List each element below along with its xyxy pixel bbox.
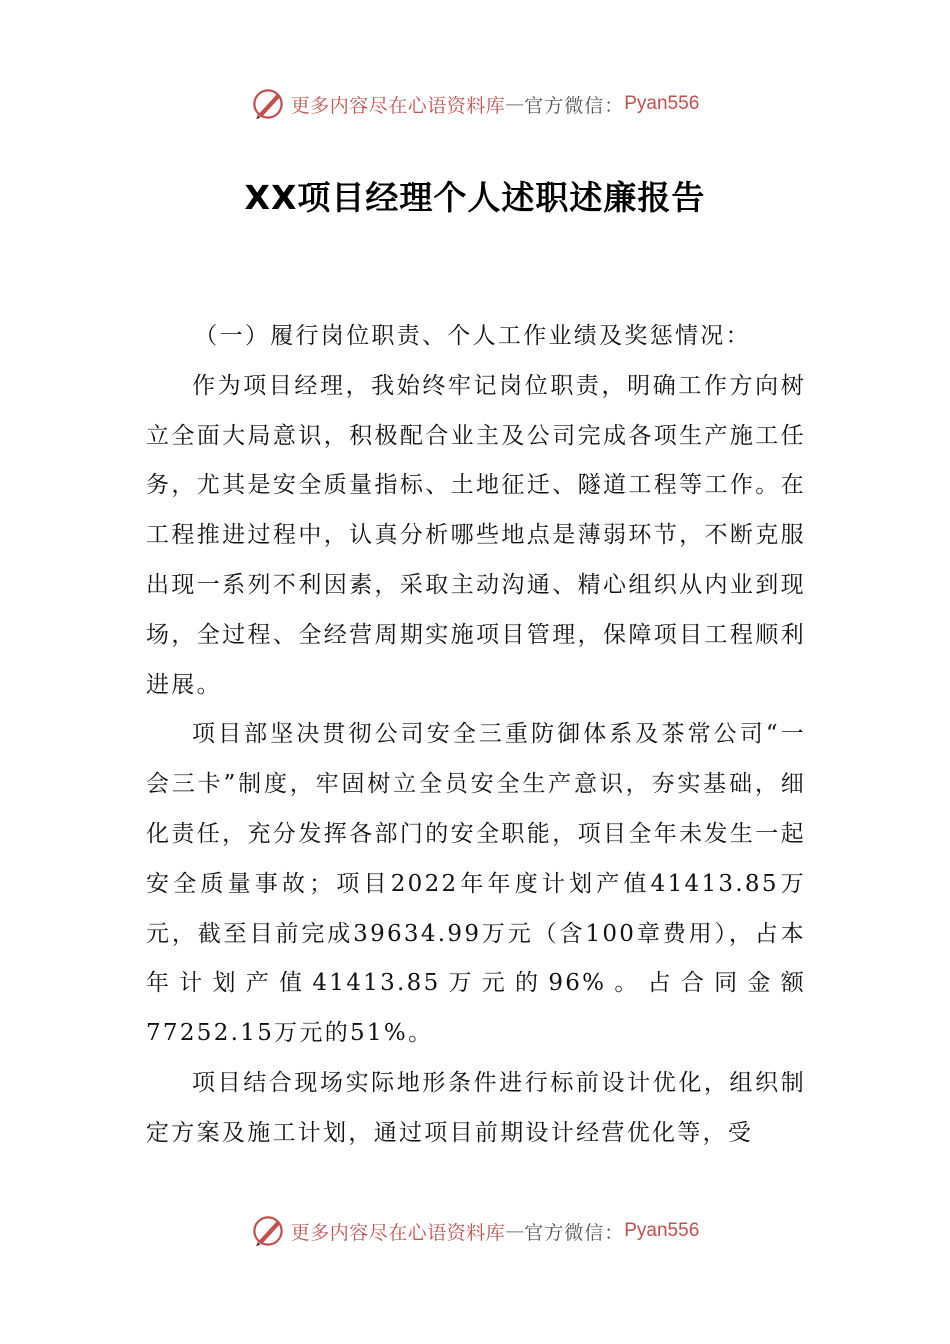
- watermark-official-label: 官方微信：: [524, 1221, 625, 1244]
- watermark-dash: —: [505, 93, 525, 115]
- body-paragraph: 项目部坚决贯彻公司安全三重防御体系及茶常公司“一会三卡”制度，牢固树立全员安全生产意识，夯实基础，细化责任，充分发挥各部门的安全职能，项目全年未发生一起安全质量事故；项目2022年年度计划产值41413.85万元，截至目前完成39634.99万元（含100章费用），占本年计划产值41413.85万元的96%。占合同金额77252.15万元的51%。: [146, 721, 806, 1047]
- body-paragraph: 作为项目经理，我始终牢记岗位职责，明确工作方向树立全面大局意识，积极配合业主及公司完成各项生产施工任务，尤其是安全质量指标、土地征迁、隧道工程等工作。在工程推进过程中，认真分析哪些地点是薄弱环节，不断克服出现一系列不利因素，采取主动沟通、精心组织从内业到现场，全过程、全经营周期实施项目管理，保障项目工程顺利进展。: [146, 372, 806, 698]
- pen-logo-icon: [251, 1214, 285, 1248]
- watermark-official-label: 官方微信：: [524, 94, 625, 117]
- section-heading: （一）履行岗位职责、个人工作业绩及奖惩情况：: [194, 323, 751, 349]
- watermark-wechat-id: Pyan556: [624, 1220, 700, 1241]
- watermark-footer: [0, 1211, 950, 1251]
- watermark-dash: —: [505, 1220, 525, 1242]
- watermark-header: [0, 84, 950, 124]
- body-paragraph: 项目结合现场实际地形条件进行标前设计优化，组织制定方案及施工计划，通过项目前期设计经营优化等，受: [146, 1069, 806, 1146]
- watermark-wechat-id: Pyan556: [624, 93, 700, 114]
- document-title: XX项目经理个人述职述廉报告: [244, 178, 706, 217]
- watermark-text: 更多内容尽在心语资料库: [290, 94, 506, 117]
- watermark-text: 更多内容尽在心语资料库: [290, 1221, 506, 1244]
- document-body: [146, 312, 806, 1159]
- pen-logo-icon: [251, 87, 285, 121]
